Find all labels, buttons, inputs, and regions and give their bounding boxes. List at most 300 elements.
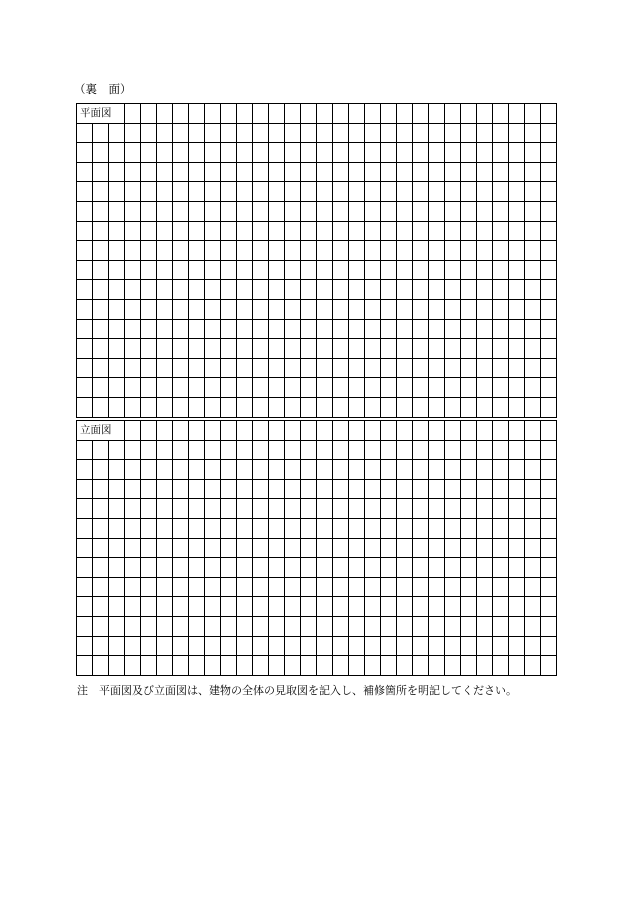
grid-cell [268,377,284,397]
grid-cell [460,377,476,397]
grid-cell [268,479,284,499]
grid-cell [428,655,444,675]
grid-cell [220,103,236,123]
elevation-grid [76,420,557,676]
grid-cell [524,162,540,182]
grid-cell [76,299,92,319]
grid-cell [428,538,444,558]
grid-cell [444,377,460,397]
grid-cell [540,596,556,616]
grid-cell [204,440,220,460]
grid-cell [332,557,348,577]
grid-cell [220,420,236,440]
grid-cell [508,103,524,123]
grid-cell [380,538,396,558]
grid-cell [428,103,444,123]
grid-cell [444,201,460,221]
grid-cell [236,221,252,241]
grid-cell [428,397,444,417]
grid-cell [156,279,172,299]
grid-cell [460,181,476,201]
elevation-label: 立面図 [76,420,124,440]
grid-cell [364,221,380,241]
grid-cell [348,577,364,597]
grid-cell [412,577,428,597]
grid-cell [300,358,316,378]
grid-cell [252,440,268,460]
grid-cell [444,338,460,358]
grid-cell [156,377,172,397]
grid-cell [332,420,348,440]
grid-cell [364,479,380,499]
grid-cell [524,260,540,280]
grid-cell [300,260,316,280]
grid-cell [92,596,108,616]
grid-cell [140,299,156,319]
grid-cell [236,358,252,378]
grid-cell [300,479,316,499]
grid-cell [236,616,252,636]
grid-cell [492,142,508,162]
grid-cell [492,358,508,378]
grid-cell [140,397,156,417]
grid-cell [492,338,508,358]
grid-cell [476,479,492,499]
grid-cell [284,557,300,577]
grid-cell [92,636,108,656]
grid-cell [92,201,108,221]
grid-cell [412,142,428,162]
grid-cell [172,459,188,479]
grid-cell [316,440,332,460]
grid-cell [268,240,284,260]
grid-cell [156,498,172,518]
grid-cell [364,338,380,358]
grid-cell [236,319,252,339]
grid-cell [188,162,204,182]
grid-cell [316,201,332,221]
grid-cell [508,279,524,299]
grid-cell [540,498,556,518]
grid-cell [412,162,428,182]
grid-cell [76,377,92,397]
grid-cell [460,655,476,675]
grid-cell [140,240,156,260]
grid-cell [508,616,524,636]
grid-cell [524,240,540,260]
grid-cell [332,142,348,162]
grid-cell [316,538,332,558]
grid-cell [188,221,204,241]
grid-cell [236,299,252,319]
grid-cell [108,440,124,460]
grid-cell [204,162,220,182]
grid-cell [140,596,156,616]
grid-cell [284,616,300,636]
grid-cell [108,279,124,299]
grid-cell [364,377,380,397]
grid-cell [92,538,108,558]
grid-cell [236,103,252,123]
grid-cell [204,498,220,518]
grid-cell [412,440,428,460]
grid-cell [140,123,156,143]
grid-cell [412,636,428,656]
grid-cell [396,377,412,397]
grid-cell [140,498,156,518]
grid-cell [92,123,108,143]
grid-cell [396,201,412,221]
grid-cell [428,440,444,460]
grid-cell [108,616,124,636]
grid-cell [332,518,348,538]
grid-cell [476,596,492,616]
grid-cell [380,577,396,597]
grid-cell [252,201,268,221]
grid-cell [316,221,332,241]
grid-cell [444,616,460,636]
grid-cell [268,103,284,123]
grid-cell [380,479,396,499]
grid-cell [140,260,156,280]
grid-cell [124,358,140,378]
grid-cell [220,319,236,339]
grid-cell [396,616,412,636]
grid-cell [396,123,412,143]
grid-cell [76,338,92,358]
grid-cell [476,162,492,182]
grid-cell [348,636,364,656]
grid-cell [124,557,140,577]
grid-cell [476,260,492,280]
grid-cell [236,557,252,577]
grid-cell [236,636,252,656]
grid-cell [524,616,540,636]
grid-cell [380,103,396,123]
grid-cell [204,123,220,143]
grid-cell [396,279,412,299]
grid-cell [412,299,428,319]
grid-cell [284,577,300,597]
grid-cell [92,518,108,538]
grid-cell [236,577,252,597]
grid-cell [252,636,268,656]
grid-cell [508,377,524,397]
grid-cell [124,498,140,518]
grid-cell [284,538,300,558]
grid-cell [124,596,140,616]
grid-cell [396,260,412,280]
grid-cell [76,440,92,460]
grid-cell [332,397,348,417]
grid-cell [108,377,124,397]
grid-cell [188,498,204,518]
grid-cell [492,538,508,558]
grid-cell [524,479,540,499]
grid-cell [460,123,476,143]
grid-cell [476,299,492,319]
grid-cell [124,420,140,440]
grid-cell [380,636,396,656]
grid-cell [268,397,284,417]
grid-cell [332,338,348,358]
grid-cell [316,596,332,616]
grid-cell [412,498,428,518]
grid-cell [140,518,156,538]
grid-cell [188,616,204,636]
grid-cell [284,181,300,201]
grid-cell [140,479,156,499]
grid-cell [300,420,316,440]
grid-cell [332,358,348,378]
grid-cell [140,420,156,440]
grid-cell [444,655,460,675]
grid-cell [332,498,348,518]
grid-cell [508,338,524,358]
grid-cell [508,397,524,417]
grid-cell [268,577,284,597]
grid-cell [300,596,316,616]
grid-cell [156,162,172,182]
grid-cell [412,616,428,636]
grid-cell [140,279,156,299]
grid-cell [492,221,508,241]
grid-cell [396,299,412,319]
grid-cell [284,377,300,397]
grid-cell [172,142,188,162]
grid-cell [220,221,236,241]
grid-cell [172,279,188,299]
grid-cell [540,123,556,143]
grid-cell [92,162,108,182]
grid-cell [188,397,204,417]
grid-cell [396,440,412,460]
grid-cell [108,201,124,221]
grid-cell [428,319,444,339]
grid-cell [204,577,220,597]
grid-cell [92,479,108,499]
grid-cell [236,596,252,616]
grid-cell [172,240,188,260]
grid-cell [140,636,156,656]
grid-cell [348,440,364,460]
grid-cell [332,377,348,397]
grid-cell [76,123,92,143]
grid-cell [172,299,188,319]
grid-cell [140,103,156,123]
grid-cell [188,538,204,558]
grid-cell [156,319,172,339]
grid-cell [172,181,188,201]
grid-cell [188,279,204,299]
grid-cell [492,319,508,339]
grid-cell [188,358,204,378]
grid-cell [220,240,236,260]
grid-cell [428,616,444,636]
grid-cell [220,498,236,518]
grid-cell [316,397,332,417]
grid-cell [284,636,300,656]
grid-cell [284,123,300,143]
grid-cell [476,377,492,397]
grid-cell [252,596,268,616]
grid-cell [412,420,428,440]
grid-cell [300,181,316,201]
grid-cell [76,279,92,299]
grid-cell [364,358,380,378]
grid-cell [316,459,332,479]
grid-cell [396,319,412,339]
grid-cell [220,518,236,538]
grid-cell [428,420,444,440]
grid-cell [524,338,540,358]
grid-cell [492,655,508,675]
grid-cell [396,103,412,123]
grid-cell [444,577,460,597]
grid-cell [172,479,188,499]
grid-cell [524,319,540,339]
grid-cell [460,221,476,241]
grid-cell [252,181,268,201]
grid-cell [444,279,460,299]
grid-cell [284,459,300,479]
grid-cell [76,518,92,538]
grid-cell [236,279,252,299]
grid-cell [540,459,556,479]
grid-cell [108,577,124,597]
grid-cell [364,518,380,538]
grid-cell [332,162,348,182]
grid-cell [380,279,396,299]
grid-cell [348,596,364,616]
grid-cell [428,518,444,538]
grid-cell [332,479,348,499]
grid-cell [524,123,540,143]
grid-cell [300,616,316,636]
grid-cell [348,201,364,221]
grid-cell [156,538,172,558]
grid-cell [396,577,412,597]
grid-cell [108,299,124,319]
grid-cell [476,459,492,479]
grid-cell [364,616,380,636]
page-heading: （裏 面） [74,82,132,96]
grid-cell [316,240,332,260]
grid-cell [172,397,188,417]
grid-cell [76,221,92,241]
grid-cell [284,358,300,378]
grid-cell [524,636,540,656]
grid-cell [396,338,412,358]
grid-cell [460,103,476,123]
grid-cell [204,655,220,675]
grid-cell [460,420,476,440]
grid-cell [524,103,540,123]
grid-cell [412,103,428,123]
grid-cell [172,596,188,616]
grid-cell [524,358,540,378]
grid-cell [204,221,220,241]
grid-cell [348,616,364,636]
grid-cell [396,162,412,182]
grid-cell [156,299,172,319]
grid-cell [332,596,348,616]
grid-cell [252,103,268,123]
grid-cell [108,498,124,518]
grid-cell [508,358,524,378]
grid-cell [364,655,380,675]
grid-cell [444,479,460,499]
grid-cell [348,221,364,241]
grid-cell [492,420,508,440]
grid-cell [220,181,236,201]
grid-cell [380,557,396,577]
grid-cell [316,338,332,358]
grid-cell [252,479,268,499]
grid-cell [92,299,108,319]
grid-cell [156,358,172,378]
grid-cell [76,479,92,499]
grid-cell [364,498,380,518]
grid-cell [444,103,460,123]
grid-cell [364,636,380,656]
grid-cell [380,319,396,339]
grid-cell [156,181,172,201]
grid-cell [220,260,236,280]
grid-cell [508,420,524,440]
grid-cell [268,440,284,460]
grid-cell [156,440,172,460]
grid-cell [540,181,556,201]
grid-cell [140,142,156,162]
grid-cell [76,538,92,558]
grid-cell [348,260,364,280]
grid-cell [396,538,412,558]
grid-cell [428,459,444,479]
grid-cell [188,577,204,597]
grid-cell [492,240,508,260]
grid-cell [236,420,252,440]
grid-cell [444,459,460,479]
grid-cell [220,358,236,378]
grid-cell [252,377,268,397]
grid-cell [204,420,220,440]
grid-cell [380,240,396,260]
grid-cell [300,279,316,299]
grid-cell [428,181,444,201]
grid-cell [140,338,156,358]
grid-cell [508,240,524,260]
grid-cell [76,459,92,479]
grid-cell [428,577,444,597]
grid-cell [316,616,332,636]
grid-cell [124,319,140,339]
grid-cell [460,616,476,636]
grid-cell [428,338,444,358]
grid-cell [92,358,108,378]
grid-cell [268,338,284,358]
grid-cell [396,655,412,675]
grid-cell [316,557,332,577]
grid-cell [412,655,428,675]
grid-cell [108,538,124,558]
grid-cell [380,459,396,479]
grid-cell [220,557,236,577]
grid-cell [396,240,412,260]
grid-cell [172,538,188,558]
grid-cell [508,162,524,182]
grid-cell [204,596,220,616]
